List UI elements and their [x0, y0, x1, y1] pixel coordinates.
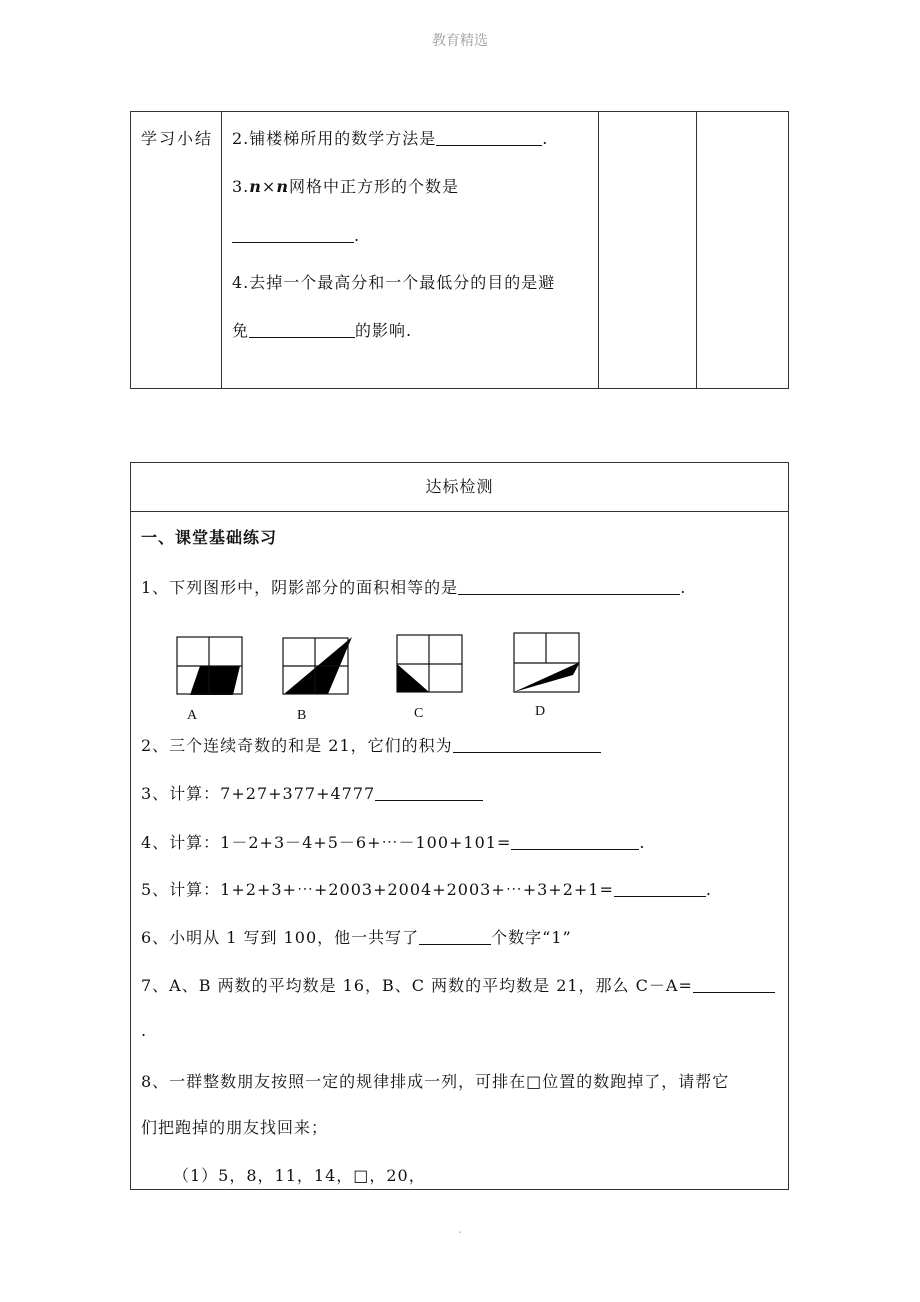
figure-c: [396, 634, 464, 694]
question-8-cont: 们把跑掉的朋友找回来；: [141, 1118, 329, 1137]
answer-blank[interactable]: [232, 226, 354, 243]
question-7-end: .: [141, 1021, 148, 1040]
answer-blank[interactable]: [693, 976, 775, 993]
question-8: 8、一群整数朋友按照一定的规律排成一列，可排在□位置的数跑掉了，请帮它: [141, 1072, 730, 1091]
answer-blank[interactable]: [375, 784, 483, 801]
figure-label: B: [297, 708, 307, 723]
answer-blank[interactable]: [511, 833, 639, 850]
summary-line-2: 2.铺楼梯所用的数学方法是 .: [232, 129, 549, 148]
summary-line-4: 4.去掉一个最高分和一个最低分的目的是避: [232, 273, 556, 292]
question-1: 1、下列图形中，阴影部分的面积相等的是 .: [141, 578, 687, 597]
section-heading: 一、课堂基础练习: [141, 528, 278, 547]
question-8-part-1: （1）5，8，11，14，□，20，: [173, 1166, 426, 1185]
figure-label: A: [187, 708, 198, 723]
exercise-table: [130, 462, 789, 1190]
page-footer: .: [458, 1222, 462, 1236]
question-7: 7、A、B 两数的平均数是 16，B、C 两数的平均数是 21，那么 C－A=: [141, 973, 775, 996]
figure-a: [176, 636, 244, 696]
figure-label: C: [414, 706, 424, 721]
figure-b: [282, 635, 354, 697]
answer-blank[interactable]: [453, 736, 601, 753]
summary-line-4b: 免 的影响.: [232, 321, 413, 340]
question-4: 4、计算：1－2+3－4+5－6+⋯－100+101= .: [141, 833, 646, 852]
summary-line-3: 3.n×n网格中正方形的个数是: [232, 177, 459, 196]
question-5: 5、计算：1+2+3+⋯+2003+2004+2003+⋯+3+2+1= .: [141, 880, 712, 899]
answer-blank[interactable]: [458, 578, 680, 595]
answer-blank[interactable]: [436, 129, 542, 146]
figure-d: [513, 632, 581, 694]
question-2: 2、三个连续奇数的和是 21，它们的积为: [141, 733, 601, 756]
summary-table: [130, 111, 789, 389]
summary-line-3b: .: [232, 226, 360, 245]
answer-blank[interactable]: [249, 321, 355, 338]
table-divider: [221, 112, 222, 388]
figure-label: D: [535, 704, 546, 719]
table-divider: [696, 112, 697, 388]
question-3: 3、计算：7+27+377+4777: [141, 781, 483, 804]
question-6: 6、小明从 1 写到 100，他一共写了 个数字“1”: [141, 928, 572, 947]
table-divider: [598, 112, 599, 388]
summary-label: 学习小结: [141, 129, 214, 148]
answer-blank[interactable]: [614, 880, 706, 897]
exercise-title: 达标检测: [131, 463, 788, 512]
answer-blank[interactable]: [419, 928, 491, 945]
page-header: 教育精选: [432, 33, 488, 49]
